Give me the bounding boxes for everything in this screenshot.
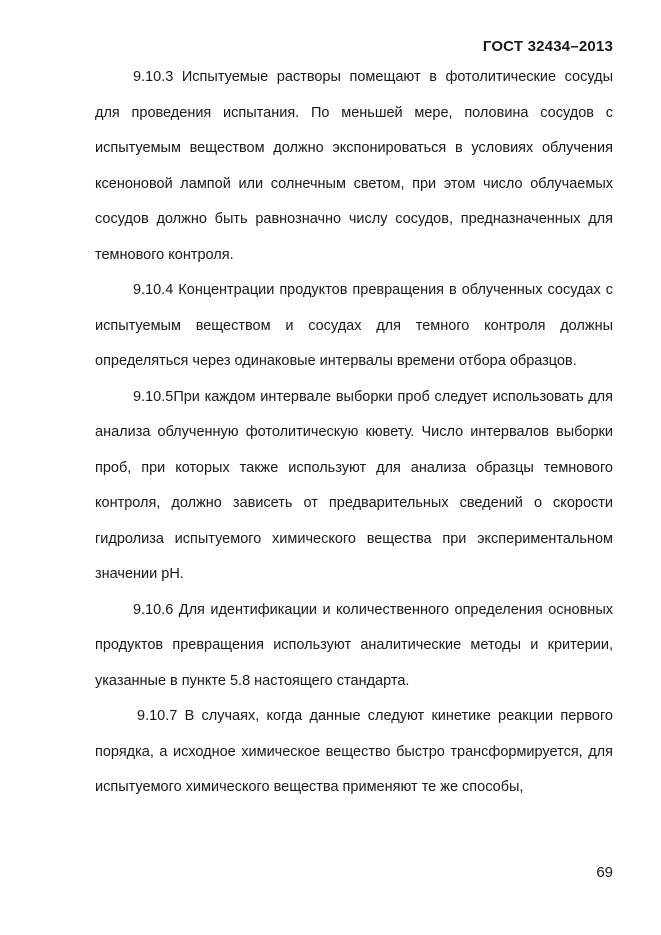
paragraph-9-10-7: 9.10.7 В случаях, когда данные следуют кинетике реакции первого порядка, а исходное химическое вещество быстро трансформируется, для испытуемого химического вещества применяют те же способы, [95, 708, 613, 795]
paragraph-9-10-5: 9.10.5При каждом интервале выборки проб следует использовать для анализа облученную фотолитическую кювету. Число интервалов выборки проб, при которых также используют для анализа образцы темнового контроля, должно зависеть от предварительных сведений о скорости гидролиза испытуемого химического вещества при экспериментальном значении pH. [95, 388, 613, 582]
standard-header: ГОСТ 32434–2013 [482, 38, 613, 55]
paragraph-9-10-4: 9.10.4 Концентрации продуктов превращения в облученных сосудах с испытуемым веществом и сосудах для темного контроля должны определяться через одинаковые интервалы времени отбора образцов. [95, 282, 613, 369]
page-number: 69 [596, 864, 613, 881]
paragraph-9-10-3: 9.10.3 Испытуемые растворы помещают в фотолитические сосуды для проведения испытания. По меньшей мере, половина сосудов с испытуемым веществом должно экспонироваться в условиях облучения ксеноновой лампой или солнечным светом, при этом число облучаемых сосудов должно быть равнозначно числу сосудов, предназначенных для темнового контроля. [95, 69, 613, 263]
paragraph-9-10-6: 9.10.6 Для идентификации и количественного определения основных продуктов превращения используют аналитические методы и критерии, указанные в пункте 5.8 настоящего стандарта. [95, 601, 613, 689]
document-body [95, 60, 613, 806]
